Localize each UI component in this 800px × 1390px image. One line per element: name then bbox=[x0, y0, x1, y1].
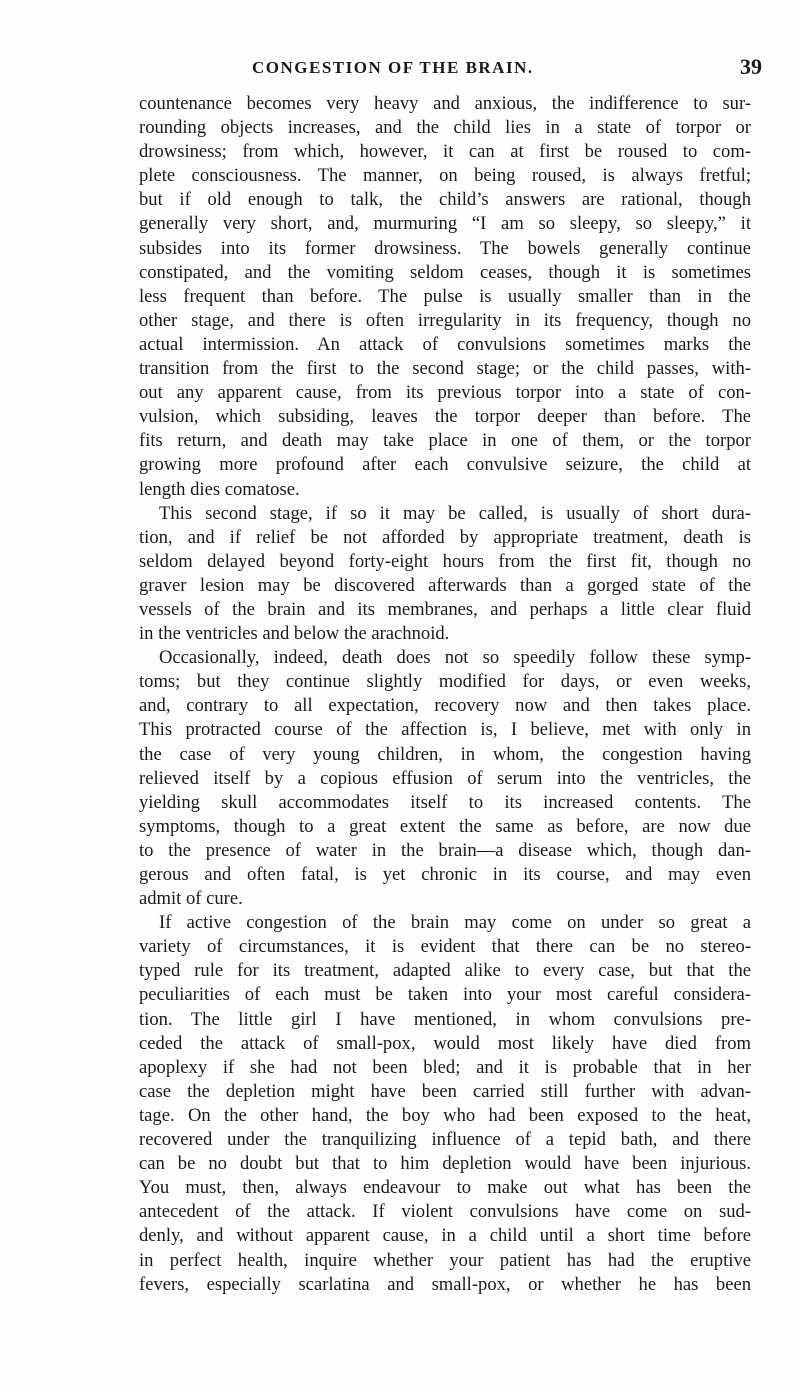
text-line: fits return, and death may take place in one of them, or the torpor bbox=[139, 430, 751, 452]
text-line: This protracted course of the affection is, I believe, met with only in bbox=[139, 719, 751, 741]
text-line: toms; but they continue slightly modified for days, or even weeks, bbox=[139, 671, 751, 693]
text-line: vulsion, which subsiding, leaves the torpor deeper than before. The bbox=[139, 406, 751, 428]
text-line: out any apparent cause, from its previous torpor into a state of con- bbox=[139, 382, 751, 404]
text-line: rounding objects increases, and the child lies in a state of torpor or bbox=[139, 117, 751, 139]
text-line: the case of very young children, in whom, the congestion having bbox=[139, 743, 751, 765]
text-line: other stage, and there is often irregularity in its frequency, though no bbox=[139, 309, 751, 331]
text-line: tion, and if relief be not afforded by appropriate treatment, death is bbox=[139, 526, 751, 548]
text-line: less frequent than before. The pulse is usually smaller than in the bbox=[139, 285, 751, 307]
text-line: ceded the attack of small-pox, would most likely have died from bbox=[139, 1032, 751, 1054]
text-line: peculiarities of each must be taken into your most careful considera- bbox=[139, 984, 751, 1006]
text-line: relieved itself by a copious effusion of serum into the ventricles, the bbox=[139, 767, 751, 789]
text-line: tage. On the other hand, the boy who had been exposed to the heat, bbox=[139, 1104, 751, 1126]
text-line: length dies comatose. bbox=[139, 478, 300, 500]
text-line: seldom delayed beyond forty-eight hours from the first fit, though no bbox=[139, 550, 751, 572]
text-line: to the presence of water in the brain—a disease which, though dan- bbox=[139, 839, 751, 861]
text-line: actual intermission. An attack of convulsions sometimes marks the bbox=[139, 333, 751, 355]
text-line: variety of circumstances, it is evident that there can be no stereo- bbox=[139, 936, 751, 958]
text-line: admit of cure. bbox=[139, 888, 243, 910]
text-line: yielding skull accommodates itself to its increased contents. The bbox=[139, 791, 751, 813]
text-line: in the ventricles and below the arachnoid. bbox=[139, 623, 450, 645]
text-line: tion. The little girl I have mentioned, in whom convulsions pre- bbox=[139, 1008, 751, 1030]
text-line: can be no doubt but that to him depletion would have been injurious. bbox=[139, 1153, 751, 1175]
text-line: constipated, and the vomiting seldom ceases, though it is sometimes bbox=[139, 261, 751, 283]
text-line: gerous and often fatal, is yet chronic in its course, and may even bbox=[139, 864, 751, 885]
text-line: case the depletion might have been carried still further with advan- bbox=[139, 1080, 751, 1102]
text-line: generally very short, and, murmuring “I am so sleepy, so sleepy,” it bbox=[139, 213, 751, 235]
text-line: drowsiness; from which, however, it can at first be roused to com- bbox=[139, 141, 751, 163]
text-line: vessels of the brain and its membranes, and perhaps a little clear fluid bbox=[139, 598, 751, 620]
text-line: denly, and without apparent cause, in a child until a short time before bbox=[139, 1225, 751, 1247]
text-line: fevers, especially scarlatina and small-pox, or whether he has been bbox=[139, 1273, 751, 1295]
text-line: If active congestion of the brain may come on under so great a bbox=[159, 912, 751, 934]
text-line: transition from the first to the second stage; or the child passes, with- bbox=[139, 358, 751, 380]
body-text bbox=[139, 92, 751, 1297]
text-line: Occasionally, indeed, death does not so speedily follow these symp- bbox=[159, 647, 751, 669]
text-line: You must, then, always endeavour to make out what has been the bbox=[139, 1177, 751, 1199]
text-line: symptoms, though to a great extent the same as before, are now due bbox=[139, 815, 751, 837]
text-line: growing more profound after each convulsive seizure, the child at bbox=[139, 454, 751, 476]
text-line: apoplexy if she had not been bled; and it is probable that in her bbox=[139, 1056, 751, 1078]
running-head bbox=[252, 54, 762, 88]
running-title: CONGESTION OF THE BRAIN. bbox=[252, 58, 534, 77]
text-line: subsides into its former drowsiness. The bowels generally continue bbox=[139, 237, 751, 259]
text-line: and, contrary to all expectation, recovery now and then takes place. bbox=[139, 695, 751, 717]
text-line: recovered under the tranquilizing influence of a tepid bath, and there bbox=[139, 1129, 751, 1151]
text-line: This second stage, if so it may be called, is usually of short dura- bbox=[159, 502, 751, 524]
text-line: countenance becomes very heavy and anxious, the indifference to sur- bbox=[139, 93, 751, 114]
text-line: typed rule for its treatment, adapted alike to every case, but that the bbox=[139, 960, 751, 982]
text-line: graver lesion may be discovered afterwards than a gorged state of the bbox=[139, 574, 751, 596]
text-line: plete consciousness. The manner, on being roused, is always fretful; bbox=[139, 165, 751, 187]
text-line: but if old enough to talk, the child’s answers are rational, though bbox=[139, 189, 751, 211]
text-line: antecedent of the attack. If violent convulsions have come on sud- bbox=[139, 1201, 751, 1223]
page-number: 39 bbox=[740, 54, 762, 79]
text-line: in perfect health, inquire whether your patient has had the eruptive bbox=[139, 1249, 751, 1271]
